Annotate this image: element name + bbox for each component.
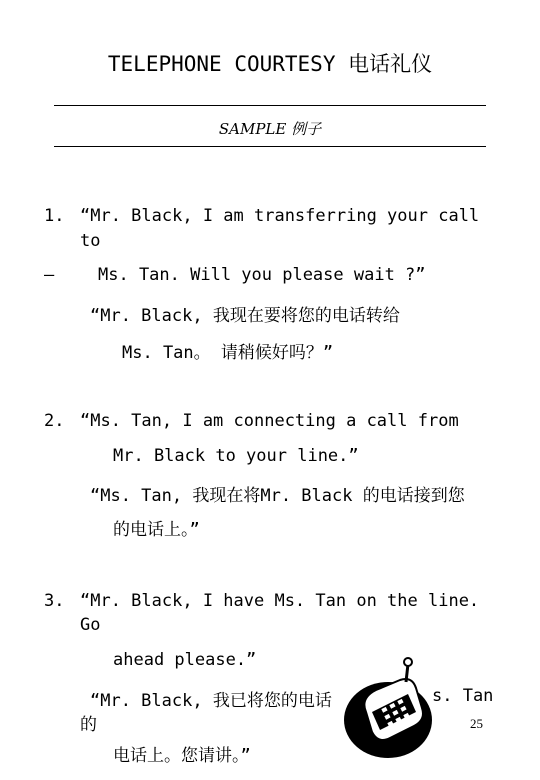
item-line: ahead please.” [113,650,257,670]
top-divider [54,105,486,106]
bottom-divider [54,146,486,147]
item-line: “Ms. Tan, 我现在将Mr. Black 的电话接到您 [90,486,465,506]
item-line: s. Tan [432,686,494,706]
item-line: “Mr. Black, I am transferring your call [80,206,480,226]
item-line: Mr. Black to your line.” [113,446,359,466]
sample-label: SAMPLE 例子 [218,120,322,138]
item-number: 1. [44,206,65,226]
item-line: Ms. Tan. Will you please wait ?” [98,265,426,285]
item-line: 的 [80,715,97,735]
item-number: 2. [44,411,65,431]
item-line: to [80,231,101,251]
item-line: “Ms. Tan, I am connecting a call from [80,411,459,431]
item-line: “Mr. Black, 我已将您的电话 [90,691,332,711]
item-line: Go [80,615,101,635]
item-line: 电话上。您请讲。” [113,746,251,766]
page-title: TELEPHONE COURTESY 电话礼仪 [107,52,433,76]
item-number: 3. [44,591,65,611]
item-line: 的电话上。” [113,520,200,540]
page-number: 25 [470,716,483,731]
item-line: Ms. Tan。 请稍候好吗？” [122,343,334,363]
item-line: “Mr. Black, I have Ms. Tan on the line. [80,591,480,611]
item-line: “Mr. Black, 我现在要将您的电话转给 [90,306,400,326]
cell-phone-icon [338,650,448,760]
dash-marker: – [44,265,55,285]
